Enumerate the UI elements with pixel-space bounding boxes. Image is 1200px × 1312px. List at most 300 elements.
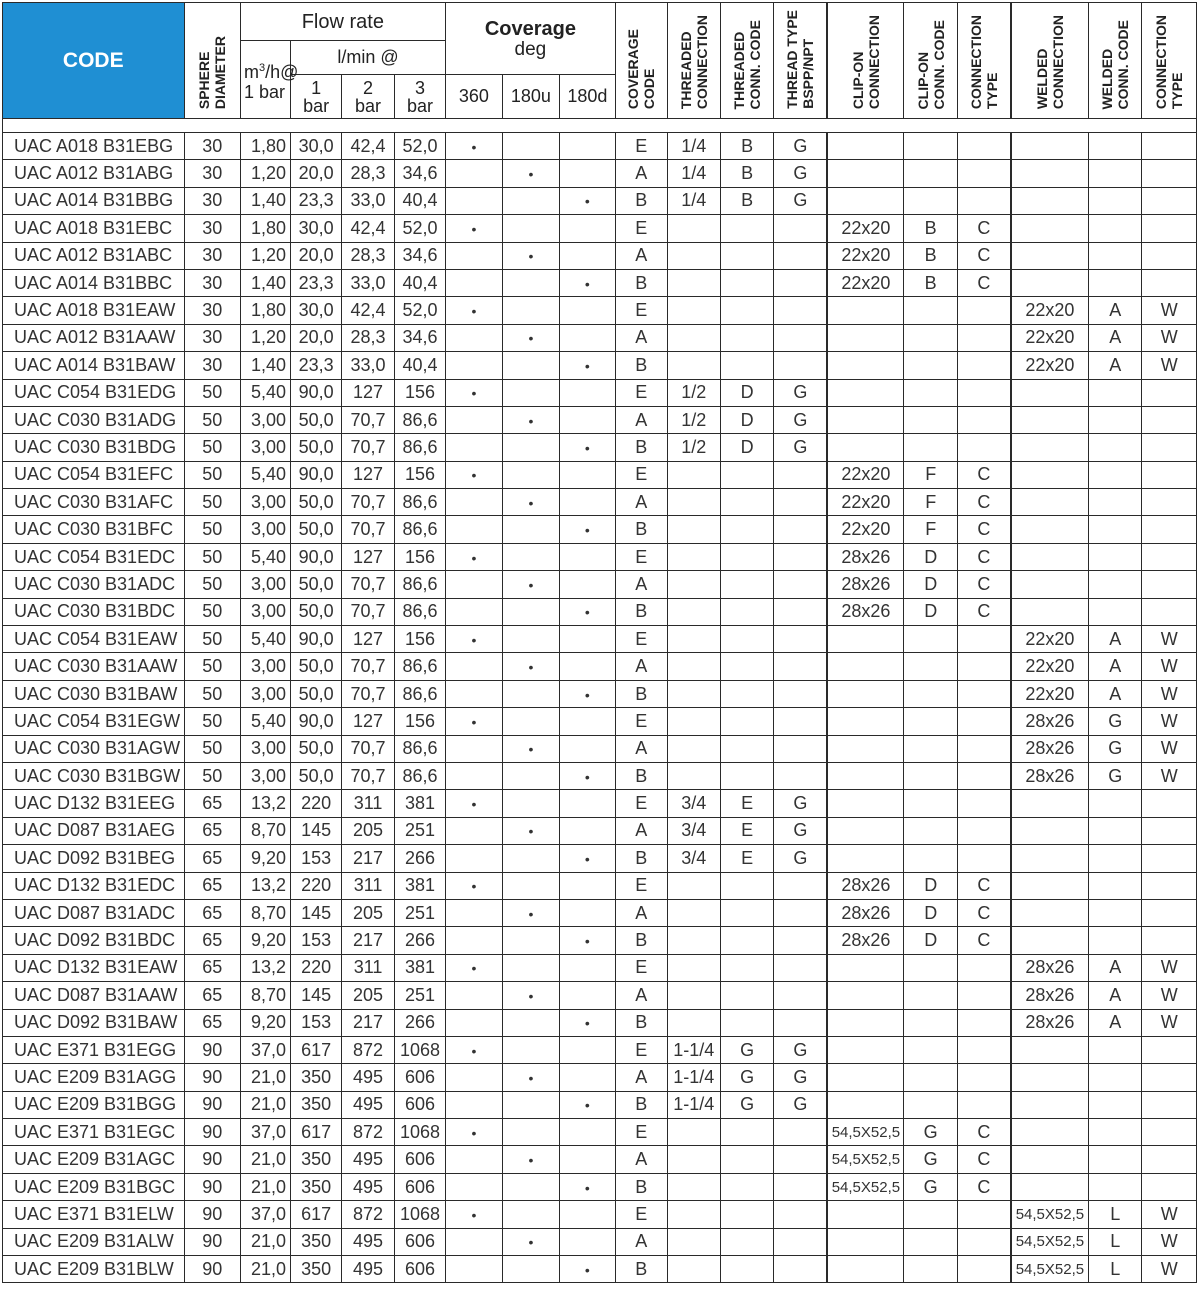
coverage-180d-header: 180d — [559, 75, 615, 119]
cell-welded-conn-code — [1088, 817, 1141, 844]
cell-thread-type — [774, 461, 827, 488]
cell-threaded-connection: 1/2 — [667, 379, 720, 406]
cell-coverage-360 — [445, 845, 502, 872]
cell-flow-m3h: 21,0 — [240, 1256, 290, 1283]
cell-clipon-connection — [827, 653, 904, 680]
cell-flow-1bar: 350 — [291, 1146, 341, 1173]
cell-coverage-360 — [445, 215, 502, 242]
cell-welded-connection-type — [1142, 215, 1197, 242]
cell-coverage-360 — [445, 516, 502, 543]
cell-welded-conn-code: A — [1088, 626, 1141, 653]
cell-flow-2bar: 70,7 — [341, 598, 394, 625]
cell-threaded-connection — [667, 927, 720, 954]
cell-welded-connection-type — [1142, 1119, 1197, 1146]
cell-code: UAC C030 B31AGW — [3, 735, 185, 762]
cell-flow-3bar: 86,6 — [395, 489, 445, 516]
cell-coverage-code: E — [616, 1119, 667, 1146]
cell-clipon-connection-type: C — [957, 242, 1010, 269]
cell-sphere: 65 — [184, 1009, 240, 1036]
coverage-dot-icon: • — [471, 385, 477, 402]
cell-clipon-connection — [827, 626, 904, 653]
cell-clipon-connection-type: C — [957, 269, 1010, 296]
cell-coverage-180d — [559, 680, 615, 707]
cell-flow-3bar: 34,6 — [395, 324, 445, 351]
cell-coverage-360 — [445, 242, 502, 269]
cell-coverage-180d — [559, 1146, 615, 1173]
cell-welded-connection-type — [1142, 406, 1197, 433]
cell-threaded-conn-code — [720, 297, 773, 324]
cell-coverage-180u — [503, 1119, 559, 1146]
cell-coverage-180d — [559, 242, 615, 269]
cell-coverage-code: B — [616, 1256, 667, 1283]
cell-flow-3bar: 1068 — [395, 1119, 445, 1146]
cell-threaded-connection — [667, 1201, 720, 1228]
cell-welded-connection — [1011, 187, 1089, 214]
cell-thread-type — [774, 1256, 827, 1283]
cell-clipon-connection-type — [957, 790, 1010, 817]
cell-sphere: 90 — [184, 1064, 240, 1091]
cell-flow-3bar: 52,0 — [395, 133, 445, 160]
cell-thread-type — [774, 626, 827, 653]
cell-threaded-conn-code — [720, 1256, 773, 1283]
cell-coverage-360 — [445, 598, 502, 625]
cell-coverage-code: A — [616, 653, 667, 680]
cell-coverage-180d — [559, 1228, 615, 1255]
cell-sphere: 30 — [184, 324, 240, 351]
cell-clipon-connection-type — [957, 762, 1010, 789]
cell-flow-m3h: 3,00 — [240, 735, 290, 762]
table-row — [3, 1091, 1197, 1118]
cell-welded-connection — [1011, 571, 1089, 598]
cell-flow-m3h: 1,20 — [240, 324, 290, 351]
flow-2bar-header: 2 bar — [341, 75, 394, 119]
cell-coverage-180d — [559, 1256, 615, 1283]
cell-clipon-connection — [827, 982, 904, 1009]
cell-welded-connection — [1011, 872, 1089, 899]
cell-thread-type — [774, 1173, 827, 1200]
cell-thread-type: G — [774, 1064, 827, 1091]
cell-welded-conn-code: A — [1088, 680, 1141, 707]
cell-sphere: 50 — [184, 543, 240, 570]
cell-flow-3bar: 86,6 — [395, 653, 445, 680]
cell-flow-2bar: 495 — [341, 1091, 394, 1118]
table-row — [3, 461, 1197, 488]
code-header: CODE — [3, 3, 185, 119]
cell-coverage-360 — [445, 461, 502, 488]
cell-welded-conn-code — [1088, 571, 1141, 598]
cell-coverage-360 — [445, 160, 502, 187]
cell-coverage-180u — [503, 1173, 559, 1200]
cell-welded-connection-type — [1142, 817, 1197, 844]
cell-coverage-360 — [445, 269, 502, 296]
cell-flow-1bar: 50,0 — [291, 406, 341, 433]
welded-conn-code-header: WELDED CONN. CODE — [1088, 3, 1141, 119]
cell-sphere: 50 — [184, 489, 240, 516]
cell-threaded-conn-code — [720, 735, 773, 762]
coverage-dot-icon: • — [528, 1152, 534, 1169]
cell-welded-connection — [1011, 927, 1089, 954]
cell-welded-connection — [1011, 543, 1089, 570]
cell-flow-1bar: 90,0 — [291, 543, 341, 570]
cell-thread-type: G — [774, 434, 827, 461]
cell-thread-type — [774, 352, 827, 379]
cell-thread-type: G — [774, 1036, 827, 1063]
cell-coverage-code: E — [616, 543, 667, 570]
cell-thread-type — [774, 735, 827, 762]
cell-flow-1bar: 90,0 — [291, 461, 341, 488]
coverage-dot-icon: • — [471, 1206, 477, 1223]
cell-coverage-180d — [559, 543, 615, 570]
cell-clipon-connection — [827, 845, 904, 872]
cell-coverage-code: A — [616, 1146, 667, 1173]
cell-clipon-connection: 22x20 — [827, 242, 904, 269]
cell-flow-m3h: 5,40 — [240, 461, 290, 488]
cell-coverage-180d — [559, 324, 615, 351]
cell-flow-3bar: 606 — [395, 1228, 445, 1255]
cell-coverage-180u — [503, 680, 559, 707]
cell-thread-type — [774, 215, 827, 242]
cell-coverage-180u — [503, 598, 559, 625]
cell-coverage-360 — [445, 653, 502, 680]
cell-sphere: 50 — [184, 735, 240, 762]
cell-threaded-connection — [667, 680, 720, 707]
cell-coverage-code: B — [616, 845, 667, 872]
cell-thread-type — [774, 1119, 827, 1146]
cell-clipon-connection — [827, 1228, 904, 1255]
cell-threaded-conn-code — [720, 324, 773, 351]
table-row — [3, 1009, 1197, 1036]
cell-clipon-connection-type: C — [957, 516, 1010, 543]
cell-flow-1bar: 220 — [291, 872, 341, 899]
cell-welded-connection-type: W — [1142, 1009, 1197, 1036]
cell-coverage-360 — [445, 817, 502, 844]
cell-welded-connection-type: W — [1142, 1256, 1197, 1283]
cell-coverage-360 — [445, 434, 502, 461]
coverage-dot-icon: • — [528, 905, 534, 922]
cell-clipon-connection — [827, 406, 904, 433]
cell-welded-connection-type — [1142, 845, 1197, 872]
cell-welded-connection-type — [1142, 461, 1197, 488]
cell-flow-3bar: 606 — [395, 1256, 445, 1283]
cell-code: UAC E371 B31ELW — [3, 1201, 185, 1228]
flow-m3h-header: $m^3/h@$ 1 bar — [240, 41, 290, 119]
coverage-dot-icon: • — [528, 330, 534, 347]
cell-threaded-connection: 1/2 — [667, 406, 720, 433]
cell-welded-conn-code — [1088, 242, 1141, 269]
table-row — [3, 927, 1197, 954]
cell-flow-m3h: 1,80 — [240, 215, 290, 242]
cell-code: UAC D092 B31BDC — [3, 927, 185, 954]
coverage-dot-icon: • — [584, 850, 590, 867]
cell-coverage-180u — [503, 269, 559, 296]
cell-code: UAC C054 B31EDC — [3, 543, 185, 570]
cell-coverage-180d — [559, 406, 615, 433]
table-row — [3, 954, 1197, 981]
table-row — [3, 762, 1197, 789]
cell-sphere: 30 — [184, 187, 240, 214]
cell-clipon-conn-code: G — [904, 1119, 957, 1146]
cell-coverage-180d — [559, 1064, 615, 1091]
cell-sphere: 65 — [184, 872, 240, 899]
cell-flow-3bar: 606 — [395, 1146, 445, 1173]
cell-flow-3bar: 381 — [395, 872, 445, 899]
cell-flow-3bar: 86,6 — [395, 434, 445, 461]
cell-threaded-connection: 1/4 — [667, 133, 720, 160]
coverage-dot-icon: • — [584, 1097, 590, 1114]
cell-coverage-180d — [559, 571, 615, 598]
cell-threaded-connection — [667, 242, 720, 269]
cell-flow-m3h: 13,2 — [240, 872, 290, 899]
cell-flow-2bar: 33,0 — [341, 269, 394, 296]
coverage-dot-icon: • — [584, 1015, 590, 1032]
cell-threaded-connection — [667, 1146, 720, 1173]
cell-thread-type — [774, 954, 827, 981]
cell-flow-3bar: 86,6 — [395, 735, 445, 762]
cell-coverage-180d — [559, 434, 615, 461]
cell-flow-3bar: 606 — [395, 1091, 445, 1118]
cell-thread-type — [774, 242, 827, 269]
coverage-dot-icon: • — [584, 522, 590, 539]
cell-coverage-180d — [559, 187, 615, 214]
cell-threaded-connection — [667, 872, 720, 899]
cell-threaded-connection: 1-1/4 — [667, 1036, 720, 1063]
cell-code: UAC D132 B31EDC — [3, 872, 185, 899]
cell-clipon-connection-type — [957, 653, 1010, 680]
cell-coverage-code: B — [616, 187, 667, 214]
cell-flow-2bar: 205 — [341, 982, 394, 1009]
cell-clipon-connection-type — [957, 1091, 1010, 1118]
cell-clipon-conn-code — [904, 817, 957, 844]
cell-threaded-connection — [667, 269, 720, 296]
cell-flow-3bar: 86,6 — [395, 680, 445, 707]
cell-welded-connection — [1011, 489, 1089, 516]
cell-coverage-code: A — [616, 160, 667, 187]
cell-clipon-connection-type — [957, 817, 1010, 844]
thread-type-header: THREAD TYPE BSPP/NPT — [774, 3, 827, 119]
cell-welded-connection-type — [1142, 899, 1197, 926]
threaded-conn-code-header: THREADED CONN. CODE — [720, 3, 773, 119]
cell-flow-2bar: 127 — [341, 543, 394, 570]
coverage-dot-icon: • — [528, 823, 534, 840]
cell-clipon-connection — [827, 1036, 904, 1063]
cell-threaded-connection: 1/2 — [667, 434, 720, 461]
cell-coverage-code: E — [616, 297, 667, 324]
cell-coverage-180u — [503, 1036, 559, 1063]
cell-threaded-connection: 1/4 — [667, 187, 720, 214]
cell-clipon-conn-code — [904, 653, 957, 680]
cell-threaded-connection — [667, 1173, 720, 1200]
cell-coverage-180d — [559, 708, 615, 735]
coverage-dot-icon: • — [584, 439, 590, 456]
cell-threaded-conn-code — [720, 1173, 773, 1200]
cell-flow-m3h: 3,00 — [240, 762, 290, 789]
cell-coverage-180u — [503, 899, 559, 926]
cell-clipon-connection-type — [957, 735, 1010, 762]
cell-clipon-conn-code — [904, 982, 957, 1009]
table-row — [3, 899, 1197, 926]
cell-code: UAC E209 B31ALW — [3, 1228, 185, 1255]
cell-coverage-code: E — [616, 133, 667, 160]
cell-welded-connection: 28x26 — [1011, 1009, 1089, 1036]
cell-clipon-conn-code — [904, 626, 957, 653]
cell-welded-connection — [1011, 461, 1089, 488]
cell-flow-m3h: 37,0 — [240, 1119, 290, 1146]
cell-code: UAC C030 B31BAW — [3, 680, 185, 707]
cell-welded-connection-type — [1142, 434, 1197, 461]
cell-clipon-connection — [827, 297, 904, 324]
cell-welded-conn-code — [1088, 927, 1141, 954]
table-row — [3, 434, 1197, 461]
cell-flow-m3h: 9,20 — [240, 1009, 290, 1036]
cell-flow-m3h: 1,40 — [240, 187, 290, 214]
cell-threaded-connection — [667, 708, 720, 735]
cell-coverage-360 — [445, 954, 502, 981]
cell-threaded-conn-code: B — [720, 187, 773, 214]
cell-coverage-code: A — [616, 406, 667, 433]
cell-flow-3bar: 1068 — [395, 1036, 445, 1063]
cell-flow-2bar: 872 — [341, 1201, 394, 1228]
cell-flow-m3h: 1,20 — [240, 160, 290, 187]
cell-flow-3bar: 86,6 — [395, 598, 445, 625]
cell-flow-3bar: 606 — [395, 1064, 445, 1091]
cell-thread-type — [774, 708, 827, 735]
cell-clipon-conn-code — [904, 1036, 957, 1063]
cell-clipon-conn-code: F — [904, 489, 957, 516]
cell-flow-3bar: 40,4 — [395, 269, 445, 296]
coverage-dot-icon: • — [584, 357, 590, 374]
cell-threaded-conn-code — [720, 1201, 773, 1228]
cell-flow-1bar: 50,0 — [291, 680, 341, 707]
cell-sphere: 30 — [184, 133, 240, 160]
cell-clipon-connection: 28x26 — [827, 598, 904, 625]
cell-flow-1bar: 50,0 — [291, 571, 341, 598]
cell-clipon-connection: 54,5X52,5 — [827, 1146, 904, 1173]
coverage-dot-icon: • — [528, 412, 534, 429]
cell-sphere: 30 — [184, 352, 240, 379]
cell-threaded-conn-code — [720, 352, 773, 379]
cell-threaded-connection — [667, 982, 720, 1009]
cell-coverage-code: A — [616, 1064, 667, 1091]
cell-flow-2bar: 872 — [341, 1036, 394, 1063]
cell-clipon-connection — [827, 379, 904, 406]
cell-coverage-360 — [445, 571, 502, 598]
cell-clipon-connection-type: C — [957, 1173, 1010, 1200]
cell-flow-2bar: 127 — [341, 626, 394, 653]
cell-code: UAC E209 B31BGG — [3, 1091, 185, 1118]
cell-thread-type — [774, 1009, 827, 1036]
cell-clipon-connection — [827, 790, 904, 817]
cell-flow-2bar: 872 — [341, 1119, 394, 1146]
cell-coverage-code: E — [616, 1201, 667, 1228]
cell-thread-type: G — [774, 379, 827, 406]
cell-welded-connection-type — [1142, 1173, 1197, 1200]
cell-flow-m3h: 3,00 — [240, 680, 290, 707]
cell-coverage-180u — [503, 1009, 559, 1036]
cell-thread-type — [774, 653, 827, 680]
cell-clipon-connection — [827, 954, 904, 981]
cell-clipon-connection: 28x26 — [827, 872, 904, 899]
cell-threaded-connection — [667, 489, 720, 516]
coverage-dot-icon: • — [471, 960, 477, 977]
cell-code: UAC D087 B31AAW — [3, 982, 185, 1009]
cell-coverage-360 — [445, 626, 502, 653]
table-row — [3, 1036, 1197, 1063]
table-row — [3, 680, 1197, 707]
cell-clipon-connection-type: C — [957, 927, 1010, 954]
coverage-dot-icon: • — [528, 1234, 534, 1251]
cell-coverage-180u — [503, 242, 559, 269]
cell-flow-2bar: 28,3 — [341, 324, 394, 351]
cell-sphere: 65 — [184, 817, 240, 844]
cell-flow-1bar: 23,3 — [291, 352, 341, 379]
cell-flow-3bar: 606 — [395, 1173, 445, 1200]
cell-welded-connection-type: W — [1142, 653, 1197, 680]
cell-welded-connection — [1011, 1064, 1089, 1091]
cell-coverage-180d — [559, 927, 615, 954]
cell-coverage-180u — [503, 461, 559, 488]
cell-flow-m3h: 9,20 — [240, 927, 290, 954]
cell-flow-1bar: 617 — [291, 1201, 341, 1228]
cell-thread-type — [774, 680, 827, 707]
coverage-dot-icon: • — [584, 1179, 590, 1196]
cell-clipon-connection-type: C — [957, 1119, 1010, 1146]
cell-welded-conn-code — [1088, 434, 1141, 461]
cell-threaded-connection — [667, 735, 720, 762]
cell-flow-3bar: 381 — [395, 790, 445, 817]
cell-coverage-180d — [559, 1009, 615, 1036]
cell-welded-conn-code: L — [1088, 1228, 1141, 1255]
cell-coverage-360 — [445, 1119, 502, 1146]
cell-code: UAC C030 B31BDC — [3, 598, 185, 625]
cell-coverage-180d — [559, 762, 615, 789]
cell-welded-connection-type — [1142, 1036, 1197, 1063]
cell-thread-type: G — [774, 845, 827, 872]
cell-threaded-conn-code: B — [720, 160, 773, 187]
cell-welded-connection-type — [1142, 872, 1197, 899]
cell-thread-type — [774, 762, 827, 789]
table-body — [3, 133, 1197, 1283]
cell-welded-connection-type — [1142, 269, 1197, 296]
cell-clipon-connection-type: C — [957, 1146, 1010, 1173]
cell-coverage-180u — [503, 434, 559, 461]
cell-code: UAC A012 B31ABG — [3, 160, 185, 187]
cell-welded-connection: 22x20 — [1011, 324, 1089, 351]
cell-coverage-180u — [503, 762, 559, 789]
table-row — [3, 133, 1197, 160]
cell-welded-connection — [1011, 1036, 1089, 1063]
cell-clipon-connection-type — [957, 133, 1010, 160]
cell-flow-2bar: 70,7 — [341, 516, 394, 543]
coverage-dot-icon: • — [528, 1069, 534, 1086]
cell-flow-m3h: 1,80 — [240, 297, 290, 324]
cell-coverage-code: A — [616, 1228, 667, 1255]
cell-coverage-code: A — [616, 571, 667, 598]
cell-flow-1bar: 30,0 — [291, 297, 341, 324]
cell-welded-conn-code: A — [1088, 653, 1141, 680]
cell-thread-type — [774, 269, 827, 296]
cell-clipon-connection-type — [957, 297, 1010, 324]
cell-clipon-connection-type — [957, 1256, 1010, 1283]
cell-flow-1bar: 20,0 — [291, 160, 341, 187]
cell-coverage-360 — [445, 982, 502, 1009]
cell-clipon-conn-code: B — [904, 269, 957, 296]
cell-clipon-conn-code — [904, 1256, 957, 1283]
cell-flow-2bar: 311 — [341, 790, 394, 817]
cell-flow-3bar: 34,6 — [395, 242, 445, 269]
cell-sphere: 30 — [184, 242, 240, 269]
cell-flow-m3h: 3,00 — [240, 406, 290, 433]
cell-threaded-conn-code — [720, 872, 773, 899]
